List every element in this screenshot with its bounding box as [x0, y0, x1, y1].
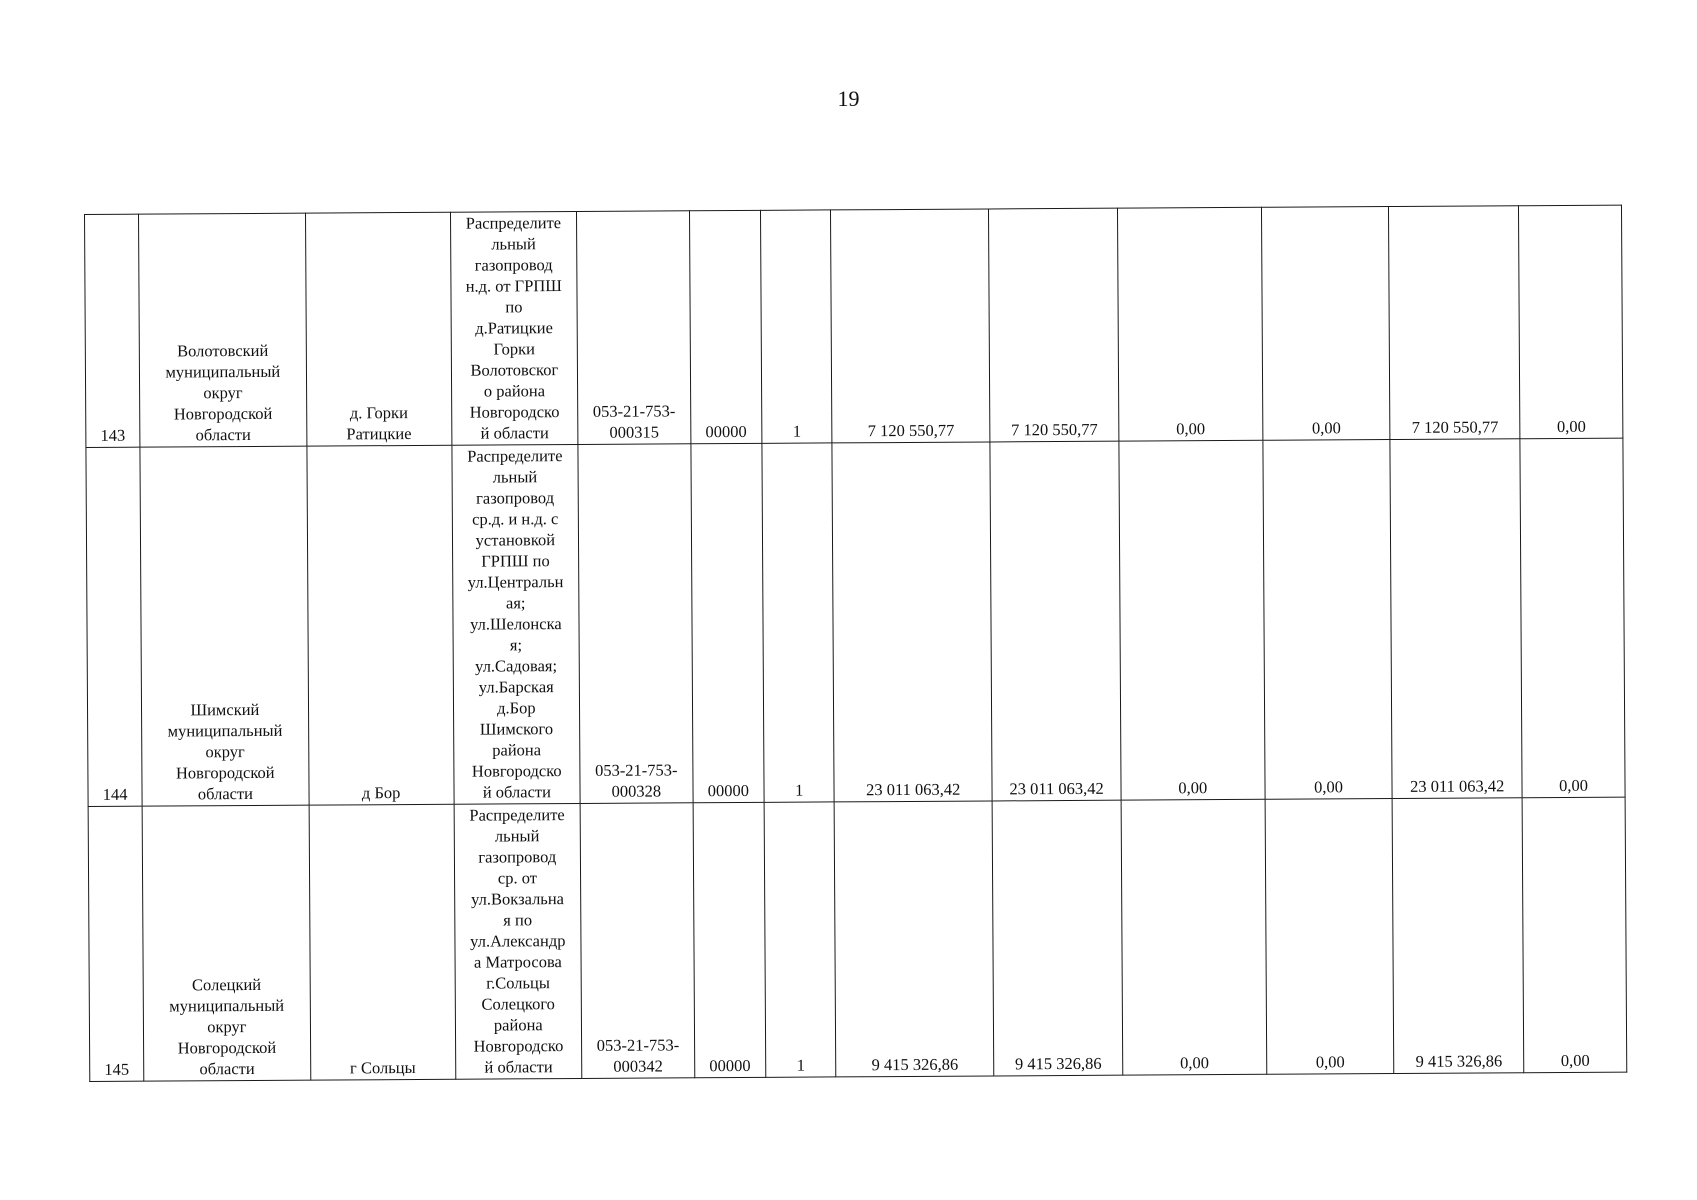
table-row [85, 205, 1623, 447]
municipality-cell: Солецкий муниципальный округ Новгородской области [142, 805, 310, 1081]
data-table [84, 205, 1627, 1082]
page-number: 19 [837, 86, 860, 111]
amount-cell-5: 23 011 063,42 [1390, 439, 1522, 799]
amount-cell-1: 23 011 063,42 [832, 442, 992, 802]
amount-cell-1: 7 120 550,77 [831, 209, 990, 443]
amount-cell-4: 0,00 [1261, 207, 1390, 441]
quantity-cell: 1 [764, 802, 836, 1077]
municipality-cell: Шимский муниципальный округ Новгородской области [140, 446, 309, 806]
object-cell: Распределите льный газопровод н.д. от ГРПШ по д.Ратицкие Горки Волотовског о района Новгородско й области [450, 211, 578, 445]
settlement-cell: д Бор [307, 445, 454, 805]
amount-cell-1: 9 415 326,86 [834, 801, 994, 1077]
amount-cell-3: 0,00 [1121, 799, 1267, 1075]
code-cell: 053-21-753- 000342 [580, 803, 694, 1079]
row-number: 143 [85, 214, 141, 447]
amount-cell-4: 0,00 [1265, 799, 1394, 1075]
quantity-cell: 1 [762, 443, 834, 802]
row-number: 145 [88, 806, 144, 1081]
amount-cell-2: 23 011 063,42 [990, 441, 1121, 801]
amount-cell-6: 0,00 [1519, 205, 1623, 439]
municipality-cell: Волотовский муниципальный округ Новгородской области [139, 213, 307, 447]
code-cell: 053-21-753- 000328 [578, 444, 693, 804]
settlement-cell: д. Горки Ратицкие [305, 212, 451, 446]
amount-cell-5: 7 120 550,77 [1389, 206, 1520, 440]
amount-cell-5: 9 415 326,86 [1392, 798, 1523, 1074]
settlement-cell: г Сольцы [309, 804, 456, 1080]
object-cell: Распределите льный газопровод ср. от ул.Вокзальна я по ул.Александр а Матросова г.Сольцы Солецкого района Новгородско й области [454, 803, 582, 1079]
amount-cell-6: 0,00 [1522, 797, 1627, 1073]
object-cell: Распределите льный газопровод ср.д. и н.д. с установкой ГРПШ по ул.Центральн ая; ул.Шелонска я; ул.Садовая; ул.Барская д.Бор Шимского района Новгородско й области [451, 444, 580, 804]
zeros-cell: 00000 [691, 443, 765, 802]
amount-cell-2: 7 120 550,77 [989, 208, 1119, 442]
zeros-cell: 00000 [693, 802, 766, 1077]
zeros-cell: 00000 [689, 210, 762, 443]
amount-cell-2: 9 415 326,86 [992, 800, 1122, 1076]
table-row [88, 797, 1627, 1081]
amount-cell-3: 0,00 [1119, 440, 1265, 800]
amount-cell-6: 0,00 [1520, 438, 1625, 798]
quantity-cell: 1 [760, 210, 832, 443]
table-container [84, 205, 1627, 1082]
amount-cell-4: 0,00 [1263, 440, 1393, 800]
table-row [86, 438, 1625, 806]
code-cell: 053-21-753- 000315 [577, 211, 691, 445]
row-number: 144 [86, 447, 142, 806]
amount-cell-3: 0,00 [1117, 207, 1262, 441]
